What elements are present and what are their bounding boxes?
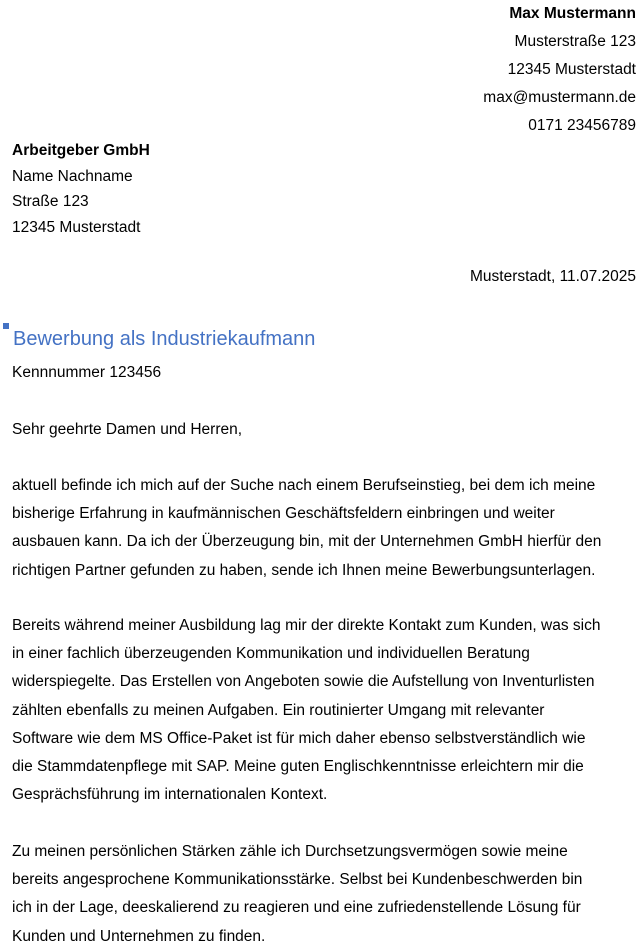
reference-number: Kennnummer 123456 — [12, 364, 162, 381]
paragraph-line: aktuell befinde ich mich auf der Suche nach einem Berufseinstieg, bei dem ich meine — [12, 477, 596, 494]
letter-subject: Bewerbung als Industriekaufmann — [13, 328, 316, 350]
paragraph-line: bisherige Erfahrung in kaufmännischen Geschäftsfeldern einbringen und weiter — [12, 505, 555, 523]
recipient-city: 12345 Musterstadt — [12, 218, 141, 236]
paragraph-3 — [12, 838, 636, 951]
paragraph-line: richtigen Partner gefunden zu haben, sende ich Ihnen meine Bewerbungsunterlagen. — [12, 561, 596, 579]
recipient-street: Straße 123 — [12, 193, 89, 210]
paragraph-line: ich in der Lage, deeskalierend zu reagieren und eine zufriedenstellende Lösung für — [12, 899, 581, 917]
paragraph-line: in einer fachlich überzeugenden Kommunikation und individuellen Beratung — [12, 645, 530, 663]
place-and-date: Musterstadt, 11.07.2025 — [469, 268, 636, 285]
sender-address-block — [483, 0, 636, 140]
recipient-company: Arbeitgeber GmbH — [12, 142, 150, 159]
sender-name: Max Mustermann — [509, 5, 636, 22]
salutation: Sehr geehrte Damen und Herren, — [12, 421, 243, 438]
paragraph-line: widerspiegelte. Das Erstellen von Angeboten sowie die Aufstellung von Inventurlisten — [12, 673, 595, 691]
heading-marker-icon — [3, 323, 9, 329]
sender-street: Musterstraße 123 — [514, 33, 636, 50]
paragraph-line: ausbauen kann. Da ich der Überzeugung bin, mit der Unternehmen GmbH hierfür den — [12, 533, 602, 551]
recipient-address-block — [12, 138, 150, 240]
sender-email: max@mustermann.de — [483, 89, 636, 106]
paragraph-line: die Stammdatenpflege mit SAP. Meine guten Englischkenntnisse erleichtern mir die — [12, 758, 584, 776]
paragraph-line: zählten ebenfalls zu meinen Aufgaben. Ein routinierter Umgang mit relevanter — [12, 701, 545, 719]
paragraph-line: Gesprächsführung im internationalen Kontext. — [12, 786, 328, 804]
sender-city: 12345 Musterstadt — [507, 61, 636, 78]
paragraph-line: Zu meinen persönlichen Stärken zähle ich Durchsetzungsvermögen sowie meine — [12, 843, 568, 860]
recipient-contact: Name Nachname — [12, 167, 133, 185]
paragraph-2 — [12, 612, 636, 809]
paragraph-line: Kunden und Unternehmen zu finden. — [12, 927, 266, 945]
paragraph-line: Bereits während meiner Ausbildung lag mir der direkte Kontakt zum Kunden, was sich — [12, 617, 601, 634]
paragraph-line: Software wie dem MS Office-Paket ist für mich daher ebenso selbstverständlich wie — [12, 729, 586, 747]
sender-phone: 0171 23456789 — [528, 117, 636, 134]
paragraph-line: bereits angesprochene Kommunikationsstärke. Selbst bei Kundenbeschwerden bin — [12, 871, 583, 889]
paragraph-1 — [12, 472, 636, 585]
